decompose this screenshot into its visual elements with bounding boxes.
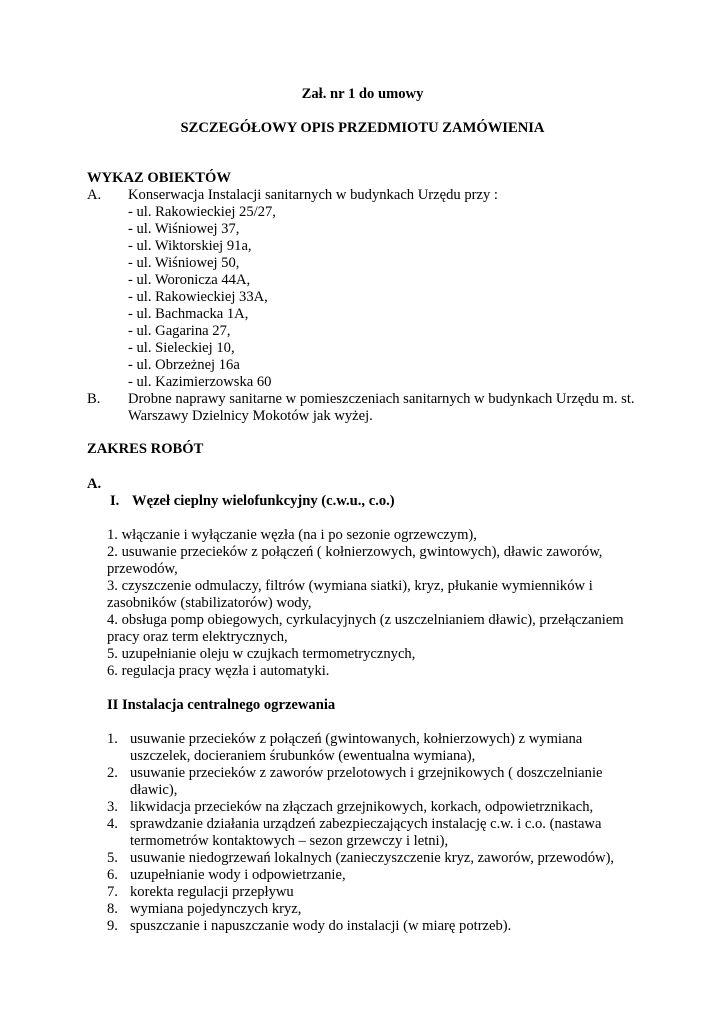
section-1-numeral: I. [110, 493, 120, 509]
address-item: - ul. Obrzeżnej 16a [128, 357, 240, 373]
list-item-number: 2. [107, 765, 118, 781]
section-1-line: 2. usuwanie przecieków z połączeń ( kołnierzowych, gwintowych), dławic zaworów, [107, 544, 603, 560]
section-1-line: 1. włączanie i wyłączanie węzła (na i po sezonie ogrzewczym), [107, 527, 477, 543]
page-title: SZCZEGÓŁOWY OPIS PRZEDMIOTU ZAMÓWIENIA [180, 120, 545, 136]
address-item: - ul. Wiśniowej 50, [128, 255, 240, 271]
list-item: dławic), [130, 782, 178, 798]
scope-heading: ZAKRES ROBÓT [87, 441, 204, 457]
list-item: uzupełnianie wody i odpowietrzanie, [130, 867, 346, 883]
section-1-line: 6. regulacja pracy węzła i automatyki. [107, 663, 330, 679]
section-1-line: 5. uzupełnianie oleju w czujkach termometrycznych, [107, 646, 416, 662]
list-item: likwidacja przecieków na złączach grzejnikowych, korkach, odpowietrznikach, [130, 799, 594, 815]
list-item-number: 3. [107, 799, 118, 815]
address-item: - ul. Wiktorskiej 91a, [128, 238, 252, 254]
list-item: uszczelek, docieraniem śrubunków (ewentualna wymiana), [130, 748, 476, 764]
objects-a-letter: A. [87, 187, 102, 203]
list-item: sprawdzanie działania urządzeń zabezpieczających instalację c.w. i c.o. (nastawa [130, 816, 602, 832]
address-item: - ul. Woronicza 44A, [128, 272, 251, 288]
list-item-number: 1. [107, 731, 118, 747]
address-item: - ul. Rakowieckiej 25/27, [128, 204, 276, 220]
address-item: - ul. Rakowieckiej 33A, [128, 289, 268, 305]
objects-a-text: Konserwacja Instalacji sanitarnych w budynkach Urzędu przy : [128, 187, 498, 203]
section-1-line: 4. obsługa pomp obiegowych, cyrkulacyjnych (z uszczelnianiem dławic), przełączaniem [107, 612, 624, 628]
address-item: - ul. Bachmacka 1A, [128, 306, 249, 322]
objects-b-letter: B. [87, 391, 101, 407]
list-item: usuwanie przecieków z zaworów przelotowych i grzejnikowych ( doszczelnianie [130, 765, 603, 781]
objects-b-text: Drobne naprawy sanitarne w pomieszczeniach sanitarnych w budynkach Urzędu m. st. [128, 391, 635, 407]
scope-a-letter: A. [87, 476, 102, 492]
list-item: usuwanie niedogrzewań lokalnych (zanieczyszczenie kryz, zaworów, przewodów), [130, 850, 615, 866]
list-item-number: 9. [107, 918, 118, 934]
list-item: korekta regulacji przepływu [130, 884, 294, 900]
attachment-label: Zał. nr 1 do umowy [301, 86, 424, 102]
list-item-number: 8. [107, 901, 118, 917]
list-item: wymiana pojedynczych kryz, [130, 901, 302, 917]
address-item: - ul. Gagarina 27, [128, 323, 231, 339]
list-item: termometrów kontaktowych – sezon grzewczy i letni), [130, 833, 449, 849]
objects-heading: WYKAZ OBIEKTÓW [87, 170, 231, 186]
section-1-line: zasobników (stabilizatorów) wody, [107, 595, 312, 611]
section-1-line: przewodów, [107, 561, 178, 577]
list-item-number: 4. [107, 816, 118, 832]
section-1-line: 3. czyszczenie odmulaczy, filtrów (wymiana siatki), kryz, płukanie wymienników i [107, 578, 593, 594]
address-item: - ul. Wiśniowej 37, [128, 221, 240, 237]
list-item-number: 6. [107, 867, 118, 883]
list-item-number: 5. [107, 850, 118, 866]
address-item: - ul. Kazimierzowska 60 [128, 374, 272, 390]
address-item: - ul. Sieleckiej 10, [128, 340, 235, 356]
section-2-title: II Instalacja centralnego ogrzewania [107, 697, 336, 713]
section-1-title: Węzeł cieplny wielofunkcyjny (c.w.u., c.o.) [132, 493, 395, 509]
list-item: usuwanie przecieków z połączeń (gwintowanych, kołnierzowych) z wymiana [130, 731, 583, 747]
objects-b-text: Warszawy Dzielnicy Mokotów jak wyżej. [128, 408, 373, 424]
list-item-number: 7. [107, 884, 118, 900]
list-item: spuszczanie i napuszczanie wody do instalacji (w miarę potrzeb). [130, 918, 512, 934]
section-1-line: pracy oraz term elektrycznych, [107, 629, 288, 645]
